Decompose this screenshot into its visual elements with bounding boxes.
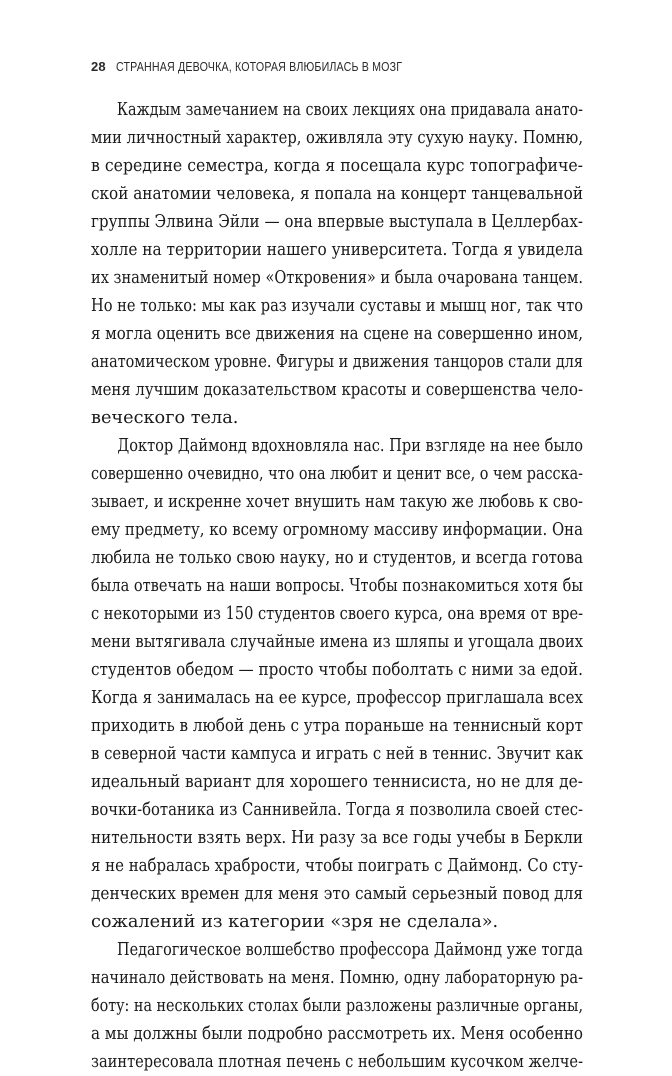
- text-line: я не набралась храбрости, чтобы поиграть с Даймонд. Со сту-: [91, 856, 583, 876]
- text-line: мии личностный характер, оживляла эту сухую науку. Помню,: [91, 128, 583, 148]
- text-line: приходить в любой день с утра пораньше на теннисный корт: [91, 716, 583, 736]
- text-line: ему предмету, ко всему огромному массиву информации. Она: [91, 520, 583, 540]
- text-line: Когда я занималась на ее курсе, профессор приглашала всех: [91, 688, 583, 708]
- text-line: Но не только: мы как раз изучали суставы и мышц ног, так что: [91, 296, 583, 316]
- text-line: Доктор Даймонд вдохновляла нас. При взгляде на нее было: [117, 436, 584, 456]
- text-line: денческих времен для меня это самый серьезный повод для: [91, 884, 583, 904]
- text-line: а мы должны были подробно рассмотреть их. Меня особенно: [91, 1024, 583, 1044]
- body-text: [91, 96, 583, 1076]
- text-line: их знаменитый номер «Откровения» и была очарована танцем.: [91, 268, 583, 288]
- text-line: студентов обедом — просто чтобы поболтать с ними за едой.: [91, 660, 583, 680]
- text-line: я могла оценить все движения на сцене на совершенно ином,: [91, 324, 583, 344]
- page-number: 28: [91, 59, 106, 74]
- text-line: была отвечать на наши вопросы. Чтобы познакомиться хотя бы: [91, 576, 583, 596]
- text-line: сожалений из категории «зря не сделала».: [91, 912, 499, 932]
- text-line: начинало действовать на меня. Помню, одну лабораторную ра-: [91, 968, 583, 988]
- text-line: в середине семестра, когда я посещала курс топографиче-: [91, 156, 583, 176]
- text-line: веческого тела.: [91, 408, 239, 428]
- paragraph: [91, 936, 583, 1076]
- text-line: совершенно очевидно, что она любит и ценит все, о чем расска-: [91, 464, 583, 484]
- text-line: группы Элвина Эйли — она впервые выступала в Целлербах-: [91, 212, 583, 232]
- text-line: Педагогическое волшебство профессора Даймонд уже тогда: [117, 940, 584, 960]
- text-line: меня лучшим доказательством красоты и совершенства чело-: [91, 380, 583, 400]
- running-head: [91, 59, 465, 74]
- text-line: мени вытягивала случайные имена из шляпы и угощала двоих: [91, 632, 583, 652]
- paragraph: [91, 432, 583, 936]
- text-line: вочки-ботаника из Саннивейла. Тогда я позволила своей стес-: [91, 800, 583, 820]
- text-line: анатомическом уровне. Фигуры и движения танцоров стали для: [91, 352, 583, 372]
- text-line: любила не только свою науку, но и студентов, и всегда готова: [91, 548, 583, 568]
- text-line: ской анатомии человека, я попала на концерт танцевальной: [91, 184, 583, 204]
- text-line: холле на территории нашего университета. Тогда я увидела: [91, 240, 583, 260]
- text-line: заинтересовала плотная печень с небольшим кусочком желче-: [91, 1052, 583, 1072]
- text-line: зывает, и искренне хочет внушить нам такую же любовь к сво-: [91, 492, 583, 512]
- text-line: Каждым замечанием на своих лекциях она придавала анато-: [116, 100, 584, 120]
- book-title: СТРАННАЯ ДЕВОЧКА, КОТОРАЯ ВЛЮБИЛАСЬ В МОЗГ: [115, 59, 403, 74]
- text-line: в северной части кампуса и играть с ней в теннис. Звучит как: [91, 744, 583, 764]
- text-line: нительности взять верх. Ни разу за все годы учебы в Беркли: [91, 828, 583, 848]
- text-line: с некоторыми из 150 студентов своего курса, она время от вре-: [91, 604, 583, 624]
- paragraph: [91, 96, 583, 432]
- text-line: боту: на нескольких столах были разложены различные органы,: [91, 996, 583, 1016]
- text-line: идеальный вариант для хорошего теннисиста, но не для де-: [91, 772, 583, 792]
